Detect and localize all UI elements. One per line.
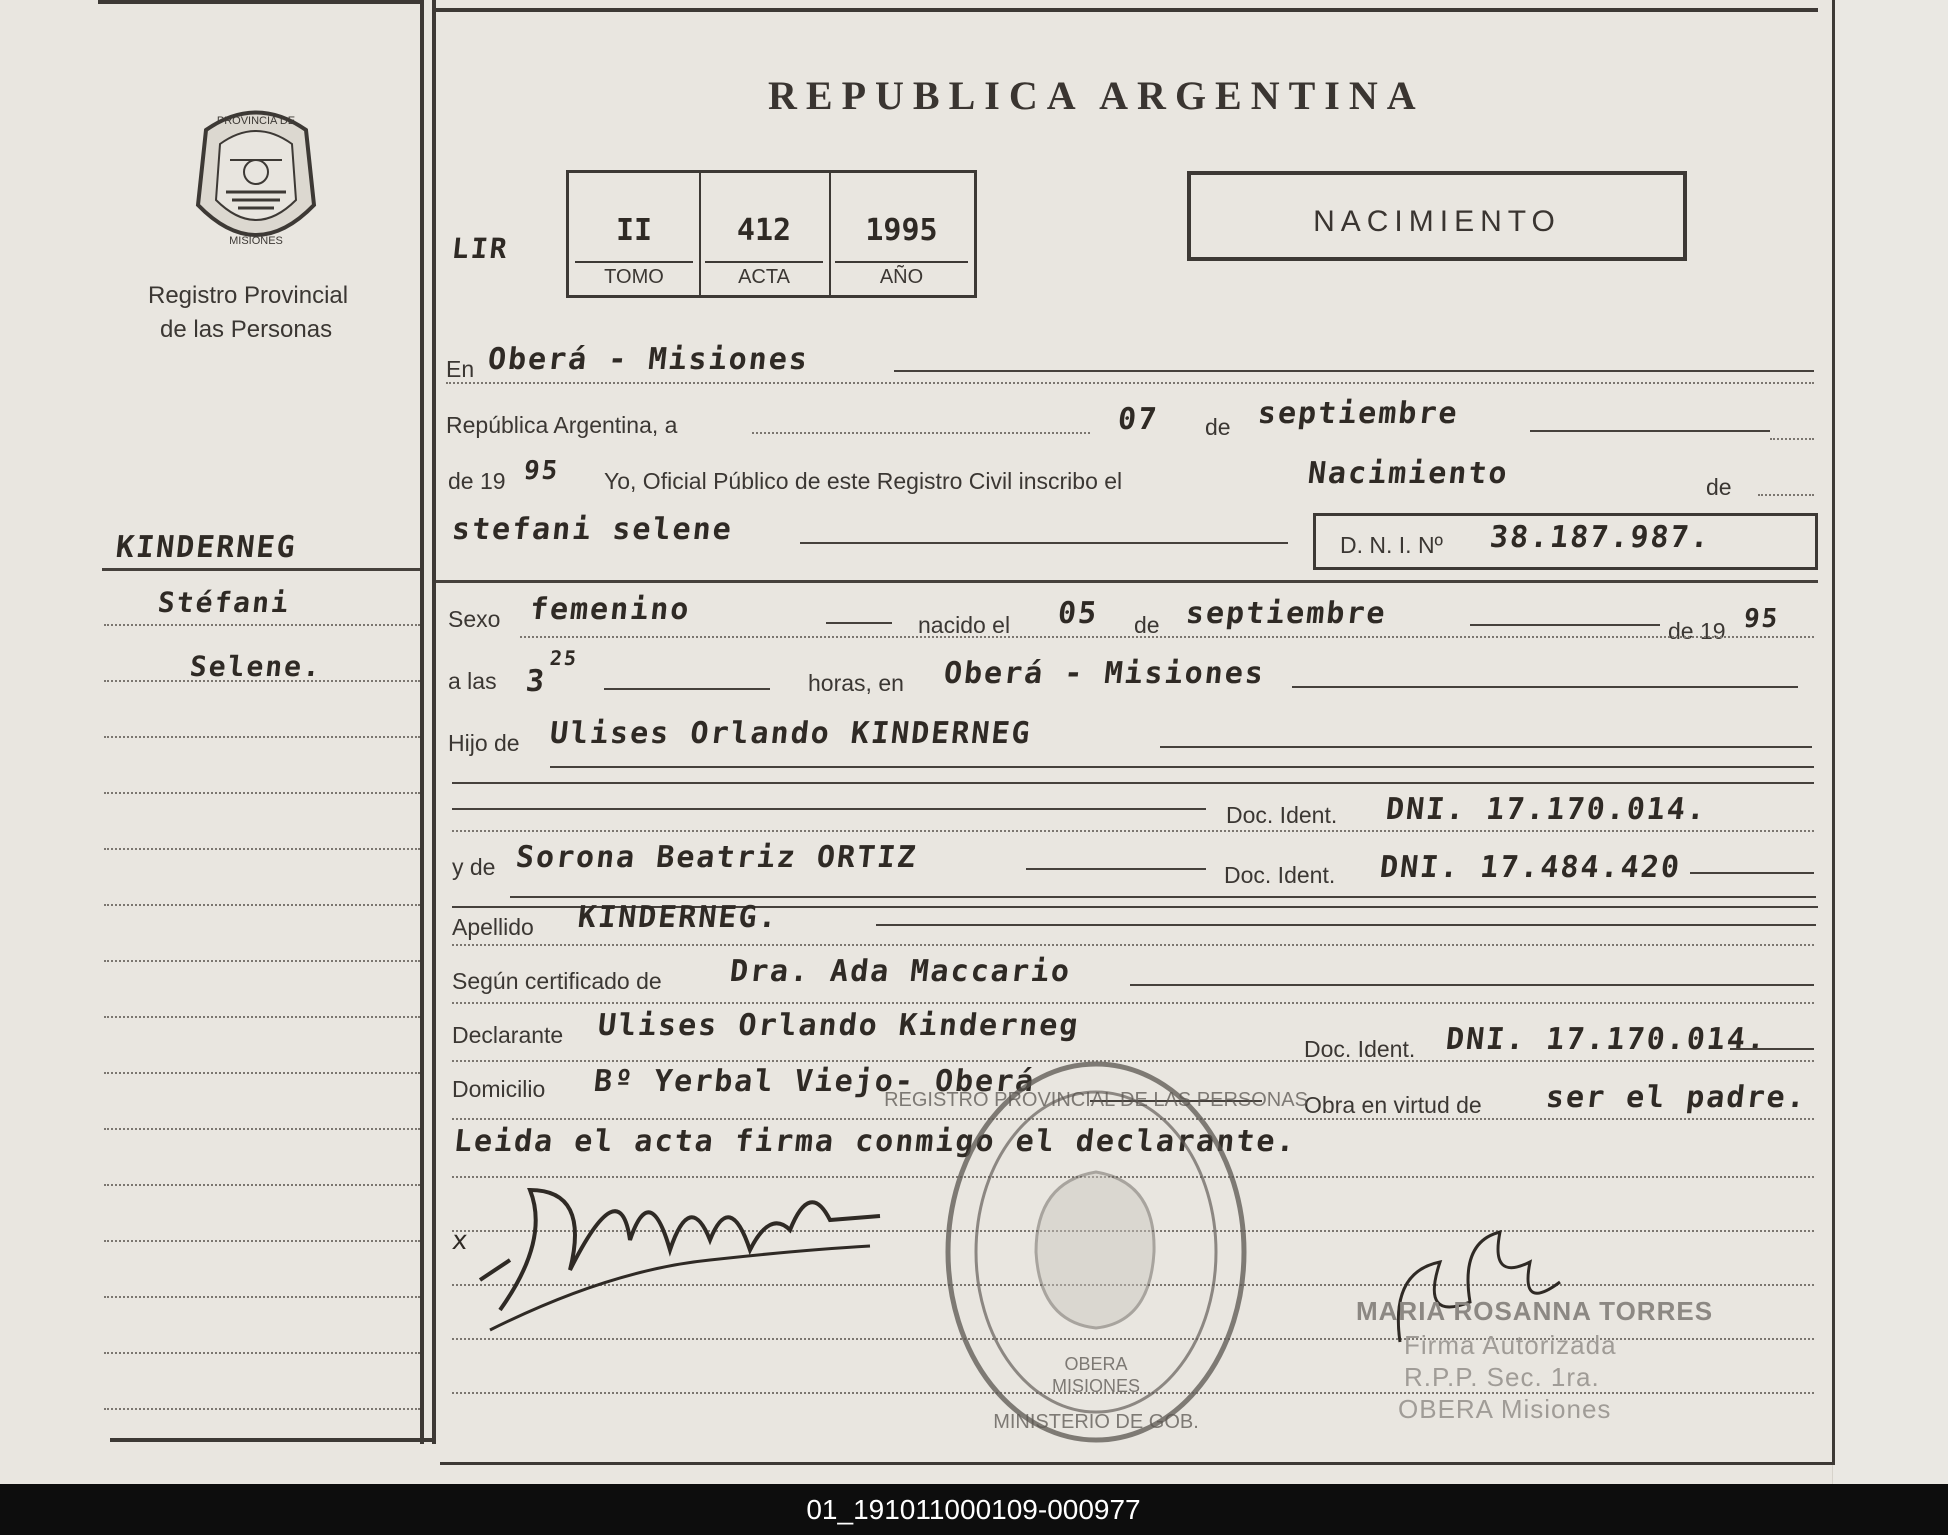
- label-de-2: de: [1706, 474, 1732, 500]
- office-code: LIR: [450, 232, 511, 265]
- dots-row-1: [446, 382, 1814, 384]
- form-top-rule: [436, 8, 1818, 12]
- registry-value-anio: 1995: [865, 213, 938, 248]
- label-hijo: Hijo de: [448, 730, 520, 756]
- margin-dotted-line: [104, 1016, 420, 1018]
- form-right-rule: [1832, 0, 1835, 1464]
- country-title: REPUBLICA ARGENTINA: [768, 73, 1425, 118]
- registry-caption-tomo: TOMO: [604, 266, 664, 288]
- margin-dotted-line: [104, 1128, 420, 1130]
- margin-surname: KINDERNEG: [114, 530, 299, 565]
- seal-ring-text: REGISTRO PROVINCIAL DE LAS PERSONAS: [884, 1089, 1308, 1111]
- seal-bottom-text: MINISTERIO DE GOB.: [993, 1411, 1199, 1433]
- registry-cell-acta: [699, 173, 831, 295]
- line-father-doc-blank: [452, 808, 1206, 810]
- line-hour: [604, 688, 770, 690]
- line-child-name: [800, 542, 1288, 544]
- margin-dotted-line: [104, 1184, 420, 1186]
- margin-given-name-1: Stéfani: [156, 586, 292, 619]
- act-type-box: [1187, 171, 1687, 261]
- margin-dotted-line: [104, 680, 420, 682]
- paper-edge: [1832, 0, 1948, 1484]
- line-father: [1160, 746, 1812, 748]
- field-place: Oberá - Misiones: [486, 342, 811, 377]
- column-divider-inner: [432, 0, 436, 1444]
- field-domicilio: Bº Yerbal Viejo- Oberá: [592, 1064, 1038, 1099]
- rule-father: [550, 766, 1814, 768]
- field-declarante: Ulises Orlando Kinderneg: [596, 1008, 1082, 1043]
- line-birth-place: [1292, 686, 1798, 688]
- registry-value-tomo: II: [615, 213, 653, 248]
- registry-name-line1: Registro Provincial: [148, 282, 349, 309]
- crest-bottom-text: MISIONES: [229, 235, 283, 247]
- field-act-word: Nacimiento: [1306, 456, 1511, 491]
- label-horas: horas, en: [808, 670, 904, 696]
- field-doctor: Dra. Ada Maccario: [728, 954, 1073, 989]
- field-birth-month: septiembre: [1184, 596, 1389, 631]
- registry-underline: [835, 261, 968, 263]
- label-republica: República Argentina, a: [446, 412, 678, 438]
- label-declarante: Declarante: [452, 1022, 564, 1048]
- act-type-label: NACIMIENTO: [1313, 205, 1561, 238]
- label-y-de: y de: [452, 854, 496, 880]
- form-bottom-rule: [440, 1462, 1835, 1465]
- field-reg-day: 07: [1116, 402, 1160, 437]
- label-dni: D. N. I. Nº: [1340, 532, 1443, 558]
- dots-date: [752, 432, 1090, 434]
- rule-after-name: [436, 580, 1818, 583]
- line-surname: [876, 924, 1816, 926]
- margin-dotted-line: [104, 624, 420, 626]
- stamp-name: MARIA ROSANNA TORRES: [1356, 1296, 1714, 1326]
- label-apellido: Apellido: [452, 914, 534, 940]
- declarant-signature-icon: [470, 1150, 890, 1350]
- dots-father-doc: [452, 830, 1814, 832]
- label-doc-mother: Doc. Ident.: [1224, 862, 1336, 888]
- seal-inner-mid: MISIONES: [1051, 1376, 1141, 1396]
- margin-dotted-line: [104, 1296, 420, 1298]
- label-sexo: Sexo: [448, 606, 501, 632]
- margin-dotted-line: [104, 736, 420, 738]
- margin-dotted-line: [104, 1352, 420, 1354]
- field-surname: KINDERNEG.: [576, 900, 781, 935]
- registry-underline: [705, 261, 823, 263]
- line-birth-month: [1470, 624, 1660, 626]
- margin-bottom-rule: [110, 1438, 436, 1442]
- registry-cell-tomo: [569, 173, 701, 295]
- province-crest-icon: [186, 100, 326, 260]
- field-reg-month: septiembre: [1256, 396, 1461, 431]
- registry-cell-anio: [829, 173, 974, 295]
- label-year-prefix: de 19: [448, 468, 506, 494]
- image-id-caption: 01_191011000109-000977: [0, 1484, 1947, 1535]
- stamp-line3: R.P.P. Sec. 1ra.: [1404, 1362, 1600, 1392]
- label-segun: Según certificado de: [452, 968, 662, 994]
- line-sexo: [826, 622, 892, 624]
- label-birth-de: de: [1134, 612, 1160, 638]
- dots-segun: [452, 1002, 1814, 1004]
- field-birth-place: Oberá - Misiones: [942, 656, 1267, 691]
- field-birth-day: 05: [1056, 596, 1100, 631]
- field-mother-name: Sorona Beatriz ORTIZ: [514, 840, 920, 875]
- label-obra: Obra en virtud de: [1304, 1092, 1482, 1118]
- field-child-name: stefani selene: [450, 512, 735, 547]
- margin-surname-rule: [102, 568, 420, 571]
- field-hour-minutes: 25: [548, 646, 580, 670]
- label-birth-year: de 19: [1668, 618, 1726, 644]
- dots-apellido: [452, 944, 1814, 946]
- line-declarante-doc: [1730, 1048, 1814, 1050]
- field-hour: 3: [524, 664, 548, 699]
- column-divider: [420, 0, 424, 1444]
- margin-given-name-2: Selene.: [188, 650, 324, 683]
- field-father-doc: DNI. 17.170.014.: [1384, 792, 1709, 827]
- margin-dotted-line: [104, 960, 420, 962]
- field-sexo: femenino: [528, 592, 693, 627]
- registry-caption-anio: AÑO: [879, 266, 924, 288]
- registry-name-line2: de las Personas: [160, 316, 333, 343]
- dots-row-sexo: [520, 636, 1814, 638]
- field-dni: 38.187.987.: [1488, 520, 1713, 555]
- registry-table: [566, 170, 977, 298]
- label-domicilio: Domicilio: [452, 1076, 546, 1102]
- stamp-line4: OBERA Misiones: [1398, 1394, 1612, 1424]
- field-father-name: Ulises Orlando KINDERNEG: [548, 716, 1034, 751]
- registry-underline: [575, 261, 693, 263]
- stamp-line2: Firma Autorizada: [1404, 1330, 1617, 1360]
- margin-dotted-line: [104, 904, 420, 906]
- margin-dotted-line: [104, 848, 420, 850]
- label-a-las: a las: [448, 668, 497, 694]
- margin-dotted-line: [104, 792, 420, 794]
- rule-father-2: [452, 782, 1814, 784]
- label-de: de: [1205, 414, 1231, 440]
- dots-month: [1770, 438, 1814, 440]
- field-mother-doc: DNI. 17.484.420: [1378, 850, 1683, 885]
- registry-caption-acta: ACTA: [738, 266, 790, 288]
- rule-mother: [510, 896, 1816, 898]
- margin-dotted-line: [104, 1240, 420, 1242]
- seal-inner-top: OBERA: [1064, 1354, 1128, 1374]
- dots-de: [1758, 494, 1814, 496]
- official-seal-icon: [884, 1052, 1308, 1452]
- field-closing: Leida el acta firma conmigo el declarante.: [452, 1124, 1299, 1159]
- label-doc-declarante: Doc. Ident.: [1304, 1036, 1416, 1062]
- label-oficial: Yo, Oficial Público de este Registro Civil inscribo el: [604, 468, 1123, 494]
- line-place: [894, 370, 1814, 372]
- field-birth-year: 95: [1742, 604, 1781, 634]
- margin-dotted-line: [104, 1408, 420, 1410]
- field-obra: ser el padre.: [1544, 1080, 1809, 1115]
- registry-value-acta: 412: [736, 213, 792, 248]
- label-nacido: nacido el: [918, 612, 1011, 638]
- field-reg-year: 95: [522, 456, 561, 486]
- line-mother-doc: [1690, 872, 1814, 874]
- line-doctor: [1130, 984, 1814, 986]
- margin-dotted-line: [104, 1072, 420, 1074]
- label-doc-father: Doc. Ident.: [1226, 802, 1338, 828]
- label-en: En: [446, 356, 475, 382]
- margin-top-rule: [98, 0, 420, 4]
- signature-mark: x: [450, 1226, 472, 1256]
- line-mother: [1026, 868, 1206, 870]
- crest-top-text: PROVINCIA DE: [216, 115, 296, 127]
- field-declarante-doc: DNI. 17.170.014.: [1444, 1022, 1769, 1057]
- line-month: [1530, 430, 1770, 432]
